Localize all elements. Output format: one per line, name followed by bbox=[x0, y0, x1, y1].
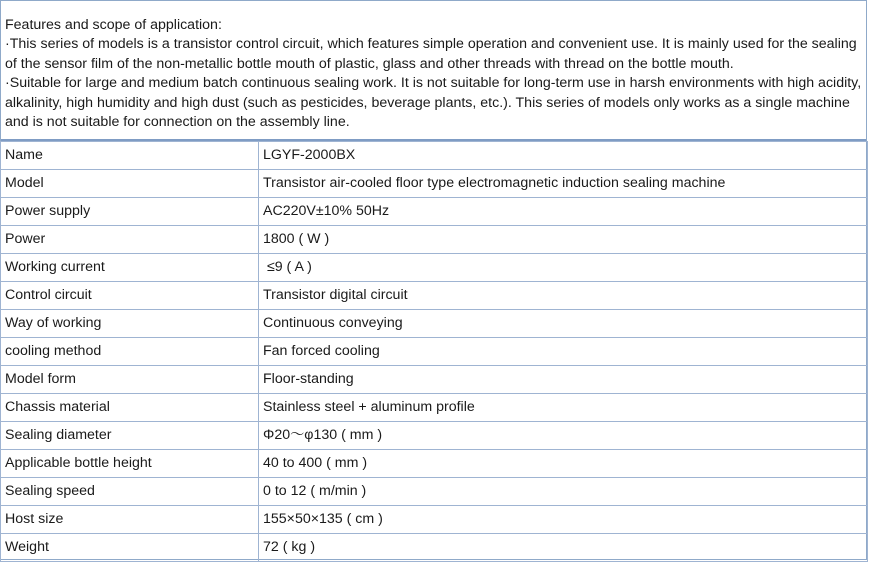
table-row bbox=[1, 366, 868, 394]
spec-value: 40 to 400 ( mm ) bbox=[259, 450, 868, 478]
spec-label: Weight bbox=[1, 534, 259, 562]
spec-value: LGYF-2000BX bbox=[259, 142, 868, 170]
features-paragraph-1: ·This series of models is a transistor control circuit, which features simple operation and convenient use. It is mainly used for the sealing of the sensor film of the non-metallic bottle mouth of plastic, glass and other threads with thread on the bottle mouth. bbox=[5, 36, 857, 72]
table-row bbox=[1, 142, 868, 170]
spec-label: Name bbox=[1, 142, 259, 170]
spec-label: Way of working bbox=[1, 310, 259, 338]
spec-value: Continuous conveying bbox=[259, 310, 868, 338]
specifications-table bbox=[0, 141, 868, 562]
table-row bbox=[1, 198, 868, 226]
spec-label: Working current bbox=[1, 254, 259, 282]
table-row bbox=[1, 394, 868, 422]
spec-value: 155×50×135 ( cm ) bbox=[259, 506, 868, 534]
spec-label: Power supply bbox=[1, 198, 259, 226]
spec-label: Sealing speed bbox=[1, 478, 259, 506]
spec-value: Stainless steel + aluminum profile bbox=[259, 394, 868, 422]
spec-label: Sealing diameter bbox=[1, 422, 259, 450]
spec-label: Chassis material bbox=[1, 394, 259, 422]
table-row bbox=[1, 282, 868, 310]
table-row bbox=[1, 170, 868, 198]
spec-value: 1800 ( W ) bbox=[259, 226, 868, 254]
features-section bbox=[1, 1, 866, 141]
table-row bbox=[1, 450, 868, 478]
spec-label: Model form bbox=[1, 366, 259, 394]
features-heading: Features and scope of application: bbox=[5, 17, 222, 33]
spec-value: 0 to 12 ( m/min ) bbox=[259, 478, 868, 506]
table-row bbox=[1, 338, 868, 366]
spec-value: AC220V±10% 50Hz bbox=[259, 198, 868, 226]
spec-label: Model bbox=[1, 170, 259, 198]
table-row bbox=[1, 534, 868, 562]
spec-label: Power bbox=[1, 226, 259, 254]
table-row bbox=[1, 226, 868, 254]
spec-value: 72 ( kg ) bbox=[259, 534, 868, 562]
table-row bbox=[1, 422, 868, 450]
table-row bbox=[1, 254, 868, 282]
spec-label: Control circuit bbox=[1, 282, 259, 310]
spec-value: Transistor digital circuit bbox=[259, 282, 868, 310]
features-paragraph-2: ·Suitable for large and medium batch continuous sealing work. It is not suitable for long-term use in harsh environments with high acidity, alkalinity, high humidity and high dust (such as pesticides, beverage plants, etc.). This series of models only works as a single machine and is not suitable for connection on the assembly line. bbox=[5, 75, 862, 131]
spec-value: Fan forced cooling bbox=[259, 338, 868, 366]
spec-value: ≤9 ( A ) bbox=[259, 254, 868, 282]
spec-value: Transistor air-cooled floor type electromagnetic induction sealing machine bbox=[259, 170, 868, 198]
table-row bbox=[1, 310, 868, 338]
spec-label: Applicable bottle height bbox=[1, 450, 259, 478]
table-row bbox=[1, 506, 868, 534]
table-row bbox=[1, 478, 868, 506]
spec-value: Φ20～φ130 ( mm ) bbox=[259, 422, 868, 450]
spec-label: cooling method bbox=[1, 338, 259, 366]
spec-value: Floor-standing bbox=[259, 366, 868, 394]
spec-label: Host size bbox=[1, 506, 259, 534]
